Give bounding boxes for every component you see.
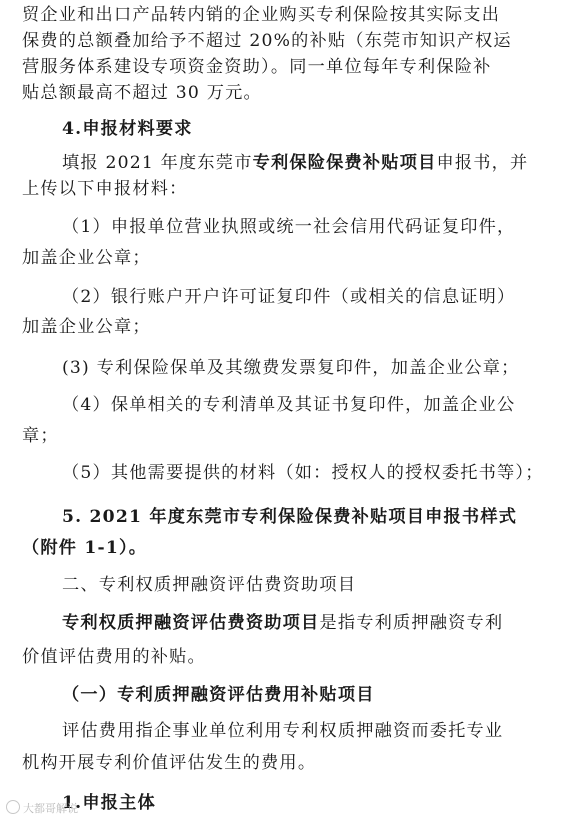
body-line: 机构开展专利价值评估发生的费用。	[22, 753, 317, 773]
body-line: 评估费用指企事业单位利用专利权质押融资而委托专业	[62, 721, 504, 741]
body-line: 上传以下申报材料：	[22, 179, 188, 199]
section-heading: 5. 2021 年度东莞市专利保险保费补贴项目申报书样式	[62, 507, 518, 527]
subsection-heading: （一）专利质押融资评估费用补贴项目	[62, 685, 375, 705]
section-heading: 1.申报主体	[62, 793, 156, 813]
body-line: 贴总额最高不超过 30 万元。	[22, 83, 262, 103]
body-text: 填报 2021 年度东莞市	[62, 153, 253, 173]
body-line: 营服务体系建设专项资金资助）。同一单位每年专利保险补	[22, 57, 492, 77]
list-item-continuation: 加盖企业公章；	[22, 248, 151, 268]
body-line	[62, 610, 576, 636]
body-line	[62, 150, 576, 176]
list-item-continuation: 章；	[22, 426, 59, 446]
watermark-logo-icon	[6, 800, 20, 814]
body-line: 保费的总额叠加给予不超过 20%的补贴（东莞市知识产权运	[22, 31, 512, 51]
list-item: （2）银行账户开户许可证复印件（或相关的信息证明）	[62, 287, 516, 307]
watermark	[6, 800, 78, 818]
section-heading: 4.申报材料要求	[62, 119, 193, 139]
emphasis-text: 专利权质押融资评估费资助项目	[62, 613, 320, 633]
list-item: （4）保单相关的专利清单及其证书复印件，加盖企业公	[62, 395, 516, 415]
list-item: (3) 专利保险保单及其缴费发票复印件，加盖企业公章；	[62, 358, 520, 378]
watermark-text: 大都哥解说	[23, 802, 78, 815]
list-item: （1）申报单位营业执照或统一社会信用代码证复印件，	[62, 217, 516, 237]
list-item-continuation: 加盖企业公章；	[22, 317, 151, 337]
body-text: 是指专利质押融资专利	[319, 613, 504, 633]
body-line: 贸企业和出口产品转内销的企业购买专利保险按其实际支出	[22, 5, 501, 25]
chapter-heading: 二、专利权质押融资评估费资助项目	[62, 575, 357, 595]
list-item: （5）其他需要提供的材料（如：授权人的授权委托书等）；	[62, 463, 544, 483]
emphasis-text: 专利保险保费补贴项目	[252, 153, 437, 173]
body-line: 价值评估费用的补贴。	[22, 647, 206, 667]
section-heading-continuation: （附件 1-1）。	[22, 538, 148, 558]
body-text: 申报书，并	[436, 153, 529, 173]
